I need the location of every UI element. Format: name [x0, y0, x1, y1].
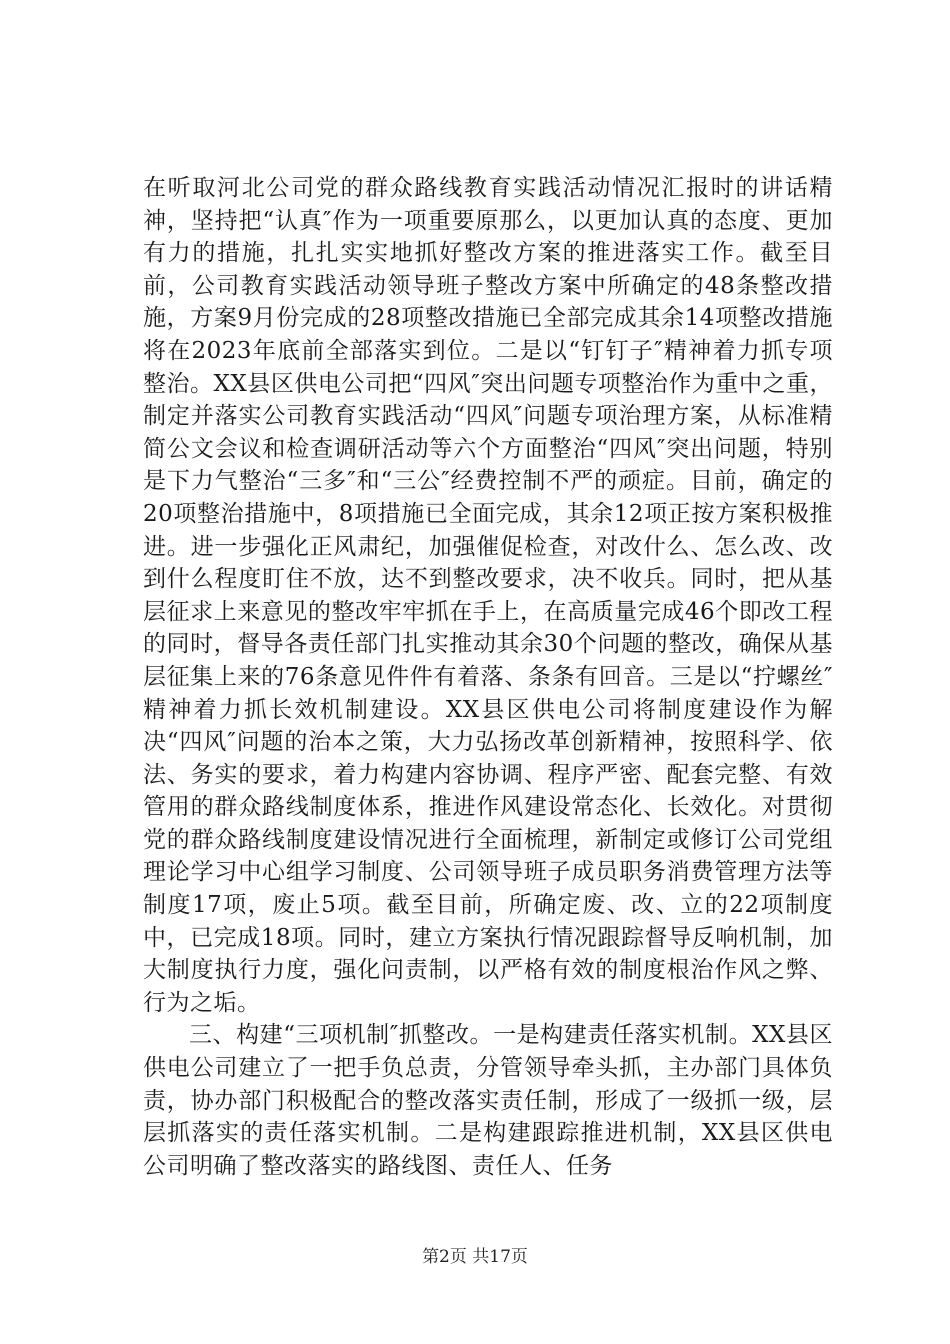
document-body	[143, 172, 833, 1182]
page-footer-number: 第2页 共17页	[422, 1247, 528, 1267]
body-paragraph-1: 在听取河北公司党的群众路线教育实践活动情况汇报时的讲话精神，坚持把“认真″作为一项重要原那么，以更加认真的态度、更加有力的措施，扎扎实实地抓好整改方案的推进落实工作。截至目前，公司教育实践活动领导班子整改方案中所确定的48条整改措施，方案9月份完成的28项整改措施已全部完成其余14项整改措施将在2023年底前全部落实到位。二是以“钉钉子″精神着力抓专项整治。XX县区供电公司把“四风″突出问题专项整治作为重中之重，制定并落实公司教育实践活动“四风″问题专项治理方案，从标准精简公文会议和检查调研活动等六个方面整治“四风″突出问题，特别是下力气整治“三多″和“三公″经费控制不严的顽症。目前，确定的20项整治措施中，8项措施已全面完成，其余12项正按方案积极推进。进一步强化正风肃纪，加强催促检查，对改什么、怎么改、改到什么程度盯住不放，达不到整改要求，决不收兵。同时，把从基层征求上来意见的整改牢牢抓在手上，在高质量完成46个即改工程的同时，督导各责任部门扎实推动其余30个问题的整改，确保从基层征集上来的76条意见件件有着落、条条有回音。三是以“拧螺丝″精神着力抓长效机制建设。XX县区供电公司将制度建设作为解决“四风″问题的治本之策，大力弘扬改革创新精神，按照科学、依法、务实的要求，着力构建内容协调、程序严密、配套完整、有效管用的群众路线制度体系，推进作风建设常态化、长效化。对贯彻党的群众路线制度建设情况进行全面梳理，新制定或修订公司党组理论学习中心组学习制度、公司领导班子成员职务消费管理方法等制度17项，废止5项。截至目前，所确定废、改、立的22项制度中，已完成18项。同时，建立方案执行情况跟踪督导反响机制，加大制度执行力度，强化问责制，以严格有效的制度根治作风之弊、行为之垢。	[143, 175, 833, 1016]
body-paragraph-2: 三、构建“三项机制″抓整改。一是构建责任落实机制。XX县区供电公司建立了一把手负总责，分管领导牵头抓，主办部门具体负责，协办部门积极配合的整改落实责任制，形成了一级抓一级，层层抓落实的责任落实机制。二是构建跟踪推进机制，XX县区供电公司明确了整改落实的路线图、责任人、任务	[143, 1022, 833, 1179]
